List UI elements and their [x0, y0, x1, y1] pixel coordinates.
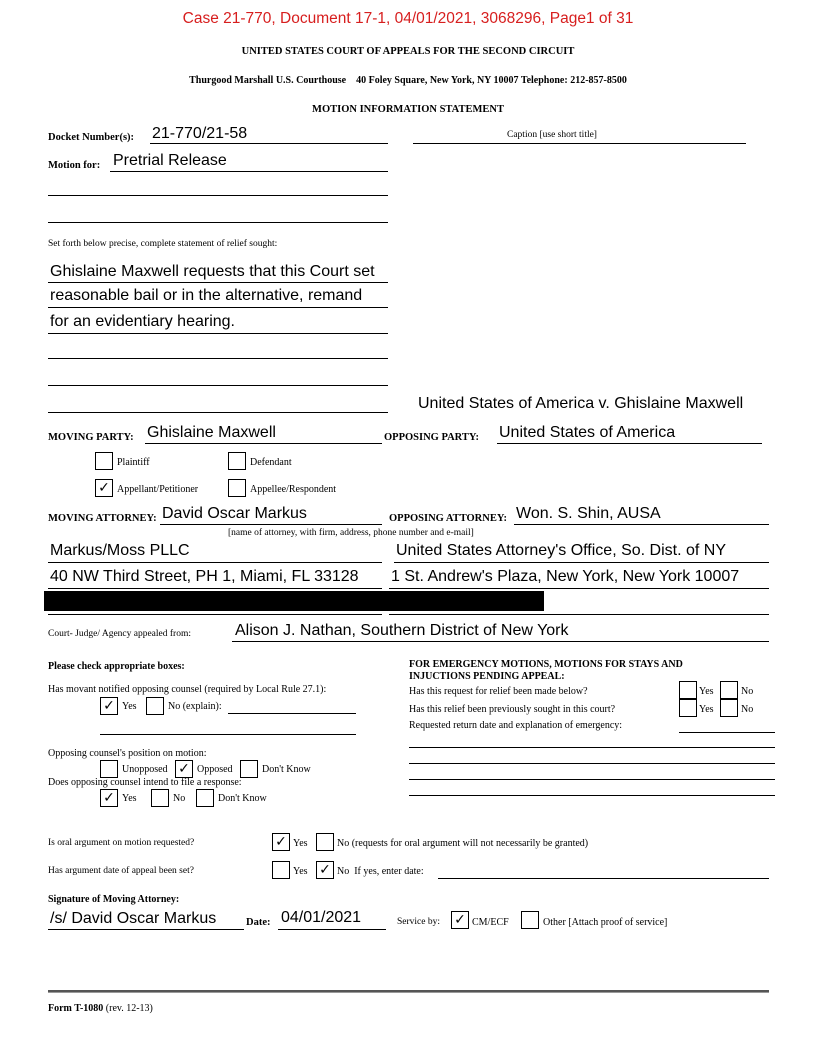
- cmecf-checkbox[interactable]: ✓: [451, 911, 469, 929]
- emergency-q1-yes-checkbox[interactable]: [679, 681, 697, 699]
- oral-argument-question: Is oral argument on motion requested?: [48, 838, 195, 848]
- opposing-party-label: OPPOSING PARTY:: [384, 432, 480, 443]
- opposing-attorney-name[interactable]: Won. S. Shin, AUSA: [516, 505, 661, 522]
- emergency-q1-no-label: No: [741, 686, 754, 697]
- other-service-checkbox[interactable]: [521, 911, 539, 929]
- plaintiff-label: Plaintiff: [117, 457, 150, 468]
- appellant-checkbox[interactable]: ✓: [95, 479, 113, 497]
- argument-date-no-label: No If yes, enter date:: [337, 866, 424, 877]
- form-number-bold: Form T-1080: [48, 1003, 104, 1014]
- oral-argument-yes-label: Yes: [293, 838, 308, 849]
- appellee-label: Appellee/Respondent: [250, 484, 337, 495]
- opposing-party-value[interactable]: United States of America: [499, 424, 676, 441]
- oral-argument-yes-checkbox[interactable]: ✓: [272, 833, 290, 851]
- moving-attorney-address[interactable]: 40 NW Third Street, PH 1, Miami, FL 33128: [50, 568, 359, 585]
- court-name: UNITED STATES COURT OF APPEALS FOR THE SECOND CIRCUIT: [241, 46, 575, 57]
- form-number-rev: (rev. 12-13): [103, 1003, 153, 1014]
- argument-date-no-checkbox[interactable]: ✓: [316, 861, 334, 879]
- moving-attorney-firm[interactable]: Markus/Moss PLLC: [50, 542, 190, 559]
- relief-line-1[interactable]: Ghislaine Maxwell requests that this Court set: [50, 263, 375, 280]
- argument-date-yes-checkbox[interactable]: [272, 861, 290, 879]
- court-judge-value[interactable]: Alison J. Nathan, Southern District of New York: [235, 622, 569, 639]
- plaintiff-checkbox[interactable]: [95, 452, 113, 470]
- emergency-title-2: INJUCTIONS PENDING APPEAL:: [409, 671, 565, 682]
- emergency-q1: Has this request for relief been made below?: [409, 686, 588, 697]
- emergency-q1-no-checkbox[interactable]: [720, 681, 738, 699]
- response-yes-label: Yes: [122, 793, 137, 804]
- emergency-q1-yes-label: Yes: [699, 686, 714, 697]
- form-title: MOTION INFORMATION STATEMENT: [312, 104, 504, 115]
- caption-label: Caption [use short title]: [507, 130, 597, 140]
- emergency-q2: Has this relief been previously sought in this court?: [409, 704, 616, 715]
- opposing-attorney-address[interactable]: 1 St. Andrew's Plaza, New York, New York 10007: [391, 568, 740, 585]
- case-stamp: Case 21-770, Document 17-1, 04/01/2021, 3068296, Page1 of 31: [182, 10, 634, 27]
- signature-value[interactable]: /s/ David Oscar Markus: [50, 910, 217, 927]
- response-question: Does opposing counsel intend to file a response:: [48, 777, 242, 788]
- service-label: Service by:: [397, 917, 441, 927]
- docket-value[interactable]: 21-770/21-58: [152, 125, 248, 142]
- motion-for-value[interactable]: Pretrial Release: [113, 152, 227, 169]
- argument-date-yes-label: Yes: [293, 866, 308, 877]
- docket-label: Docket Number(s):: [48, 132, 135, 143]
- unopposed-checkbox[interactable]: [100, 760, 118, 778]
- relief-line-2[interactable]: reasonable bail or in the alternative, remand: [50, 287, 363, 304]
- notified-no-label: No (explain):: [168, 701, 222, 712]
- court-judge-label: Court- Judge/ Agency appealed from:: [48, 629, 191, 639]
- argument-date-question: Has argument date of appeal been set?: [48, 866, 194, 876]
- court-address: Thurgood Marshall U.S. Courthouse 40 Foley Square, New York, NY 10007 Telephone: 212-857-8500: [189, 75, 627, 86]
- opposed-label: Opposed: [197, 764, 233, 775]
- response-yes-checkbox[interactable]: ✓: [100, 789, 118, 807]
- emergency-q2-yes-checkbox[interactable]: [679, 699, 697, 717]
- cmecf-label: CM/ECF: [472, 917, 509, 928]
- opposing-attorney-office[interactable]: United States Attorney's Office, So. Dist. of NY: [396, 542, 727, 559]
- date-label: Date:: [246, 917, 271, 928]
- notified-yes-checkbox[interactable]: ✓: [100, 697, 118, 715]
- signature-label: Signature of Moving Attorney:: [48, 894, 180, 905]
- date-value[interactable]: 04/01/2021: [281, 909, 362, 926]
- response-no-checkbox[interactable]: [151, 789, 169, 807]
- response-dont-know-checkbox[interactable]: [196, 789, 214, 807]
- emergency-q2-yes-label: Yes: [699, 704, 714, 715]
- footer-rule: [48, 990, 769, 993]
- appellant-label: Appellant/Petitioner: [117, 484, 199, 495]
- emergency-title-1: FOR EMERGENCY MOTIONS, MOTIONS FOR STAYS AND: [409, 659, 683, 670]
- opposing-attorney-label: OPPOSING ATTORNEY:: [389, 513, 507, 524]
- emergency-q2-no-checkbox[interactable]: [720, 699, 738, 717]
- position-question: Opposing counsel's position on motion:: [48, 748, 207, 759]
- notified-yes-label: Yes: [122, 701, 137, 712]
- moving-party-value[interactable]: Ghislaine Maxwell: [147, 424, 276, 441]
- check-boxes-title: Please check appropriate boxes:: [48, 661, 185, 672]
- other-service-label: Other [Attach proof of service]: [543, 917, 668, 928]
- unopposed-label: Unopposed: [122, 764, 168, 775]
- redaction-box: [44, 591, 544, 611]
- attorney-note: [name of attorney, with firm, address, phone number and e-mail]: [228, 528, 474, 538]
- defendant-checkbox[interactable]: [228, 452, 246, 470]
- caption-value[interactable]: United States of America v. Ghislaine Maxwell: [418, 395, 744, 412]
- response-dont-know-label: Don't Know: [218, 793, 267, 804]
- notified-question: Has movant notified opposing counsel (required by Local Rule 27.1):: [48, 684, 327, 695]
- relief-label: Set forth below precise, complete statement of relief sought:: [48, 239, 278, 249]
- moving-party-label: MOVING PARTY:: [48, 432, 134, 443]
- response-no-label: No: [173, 793, 186, 804]
- position-dont-know-label: Don't Know: [262, 764, 311, 775]
- relief-line-3[interactable]: for an evidentiary hearing.: [50, 313, 235, 330]
- moving-attorney-name[interactable]: David Oscar Markus: [162, 505, 307, 522]
- form-number: [48, 1003, 153, 1014]
- position-dont-know-checkbox[interactable]: [240, 760, 258, 778]
- emergency-q3: Requested return date and explanation of emergency:: [409, 720, 623, 731]
- opposed-checkbox[interactable]: ✓: [175, 760, 193, 778]
- moving-attorney-label: MOVING ATTORNEY:: [48, 513, 157, 524]
- motion-for-label: Motion for:: [48, 160, 101, 171]
- oral-argument-no-checkbox[interactable]: [316, 833, 334, 851]
- appellee-checkbox[interactable]: [228, 479, 246, 497]
- oral-argument-no-label: No (requests for oral argument will not necessarily be granted): [337, 838, 589, 849]
- notified-no-checkbox[interactable]: [146, 697, 164, 715]
- defendant-label: Defendant: [250, 457, 292, 468]
- emergency-q2-no-label: No: [741, 704, 754, 715]
